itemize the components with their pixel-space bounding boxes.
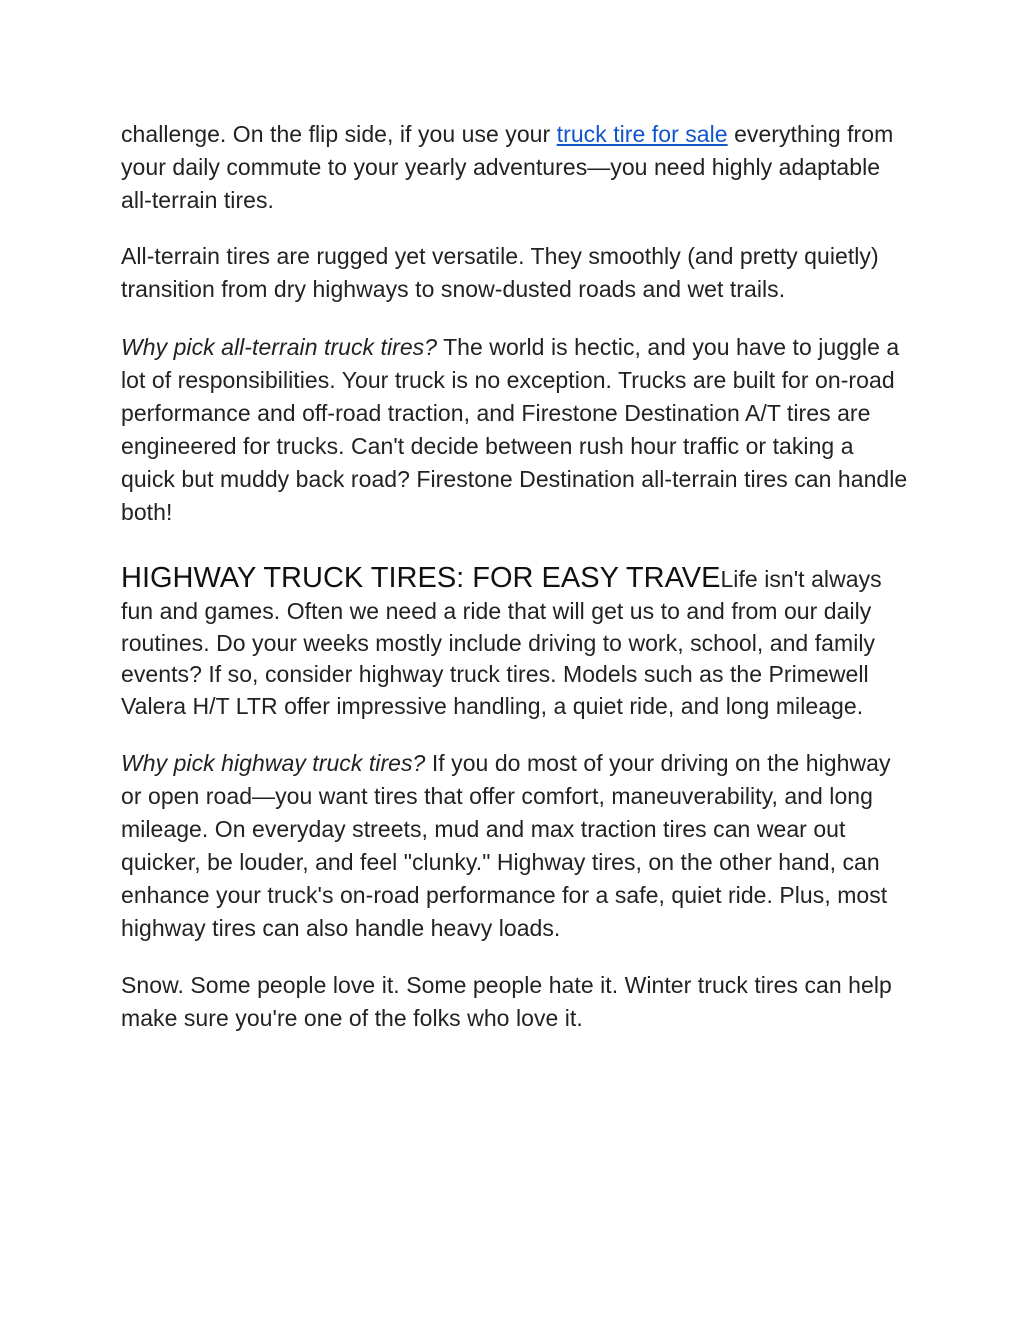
paragraph-intro-text-after: everything from your daily commute to your yearly adventures—you need highly adaptable all-terrain tires. xyxy=(121,121,894,213)
document-page xyxy=(121,118,911,1035)
paragraph-why-all-terrain xyxy=(121,331,911,529)
paragraph-all-terrain-text: All-terrain tires are rugged yet versatile. They smoothly (and pretty quietly) transition from dry highways to snow-dusted roads and wet trails. xyxy=(121,243,879,302)
paragraph-intro-text-before: challenge. On the flip side, if you use your xyxy=(121,121,557,147)
highway-truck-tires-heading: HIGHWAY TRUCK TIRES: FOR EASY TRAVE xyxy=(121,562,721,594)
why-highway-text: If you do most of your driving on the highway or open road—you want tires that offer comfort, maneuverability, and long mileage. On everyday streets, mud and max traction tires can wear out quicker, be louder, and feel "clunky." Highway tires, on the other hand, can enhance your truck's on-road performance for a safe, quiet ride. Plus, most highway tires can also handle heavy loads. xyxy=(121,749,891,941)
paragraph-all-terrain xyxy=(121,240,911,306)
highway-truck-tires-text: Life isn't always fun and games. Often we need a ride that will get us to and from our daily routines. Do your weeks mostly include driving to work, school, and family events? If so, consider highway truck tires. Models such as the Primewell Valera H/T LTR offer impressive handling, a quiet ride, and long mileage. xyxy=(121,566,882,720)
paragraph-snow-text: Snow. Some people love it. Some people hate it. Winter truck tires can help make sure you're one of the folks who love it. xyxy=(121,971,892,1031)
why-all-terrain-question: Why pick all-terrain truck tires? xyxy=(121,334,438,360)
why-highway-question: Why pick highway truck tires? xyxy=(121,749,426,776)
paragraph-highway xyxy=(121,563,911,723)
truck-tire-for-sale-link[interactable]: truck tire for sale xyxy=(556,121,728,147)
paragraph-snow xyxy=(121,969,911,1035)
why-all-terrain-text: The world is hectic, and you have to juggle a lot of responsibilities. Your truck is no exception. Trucks are built for on-road performance and off-road traction, and Firestone Destination A/T tires are engineered for trucks. Can't decide between rush hour traffic or taking a quick but muddy back road? Firestone Destination all-terrain tires can handle both! xyxy=(121,334,908,525)
paragraph-why-highway xyxy=(121,747,911,945)
paragraph-intro xyxy=(121,118,911,217)
